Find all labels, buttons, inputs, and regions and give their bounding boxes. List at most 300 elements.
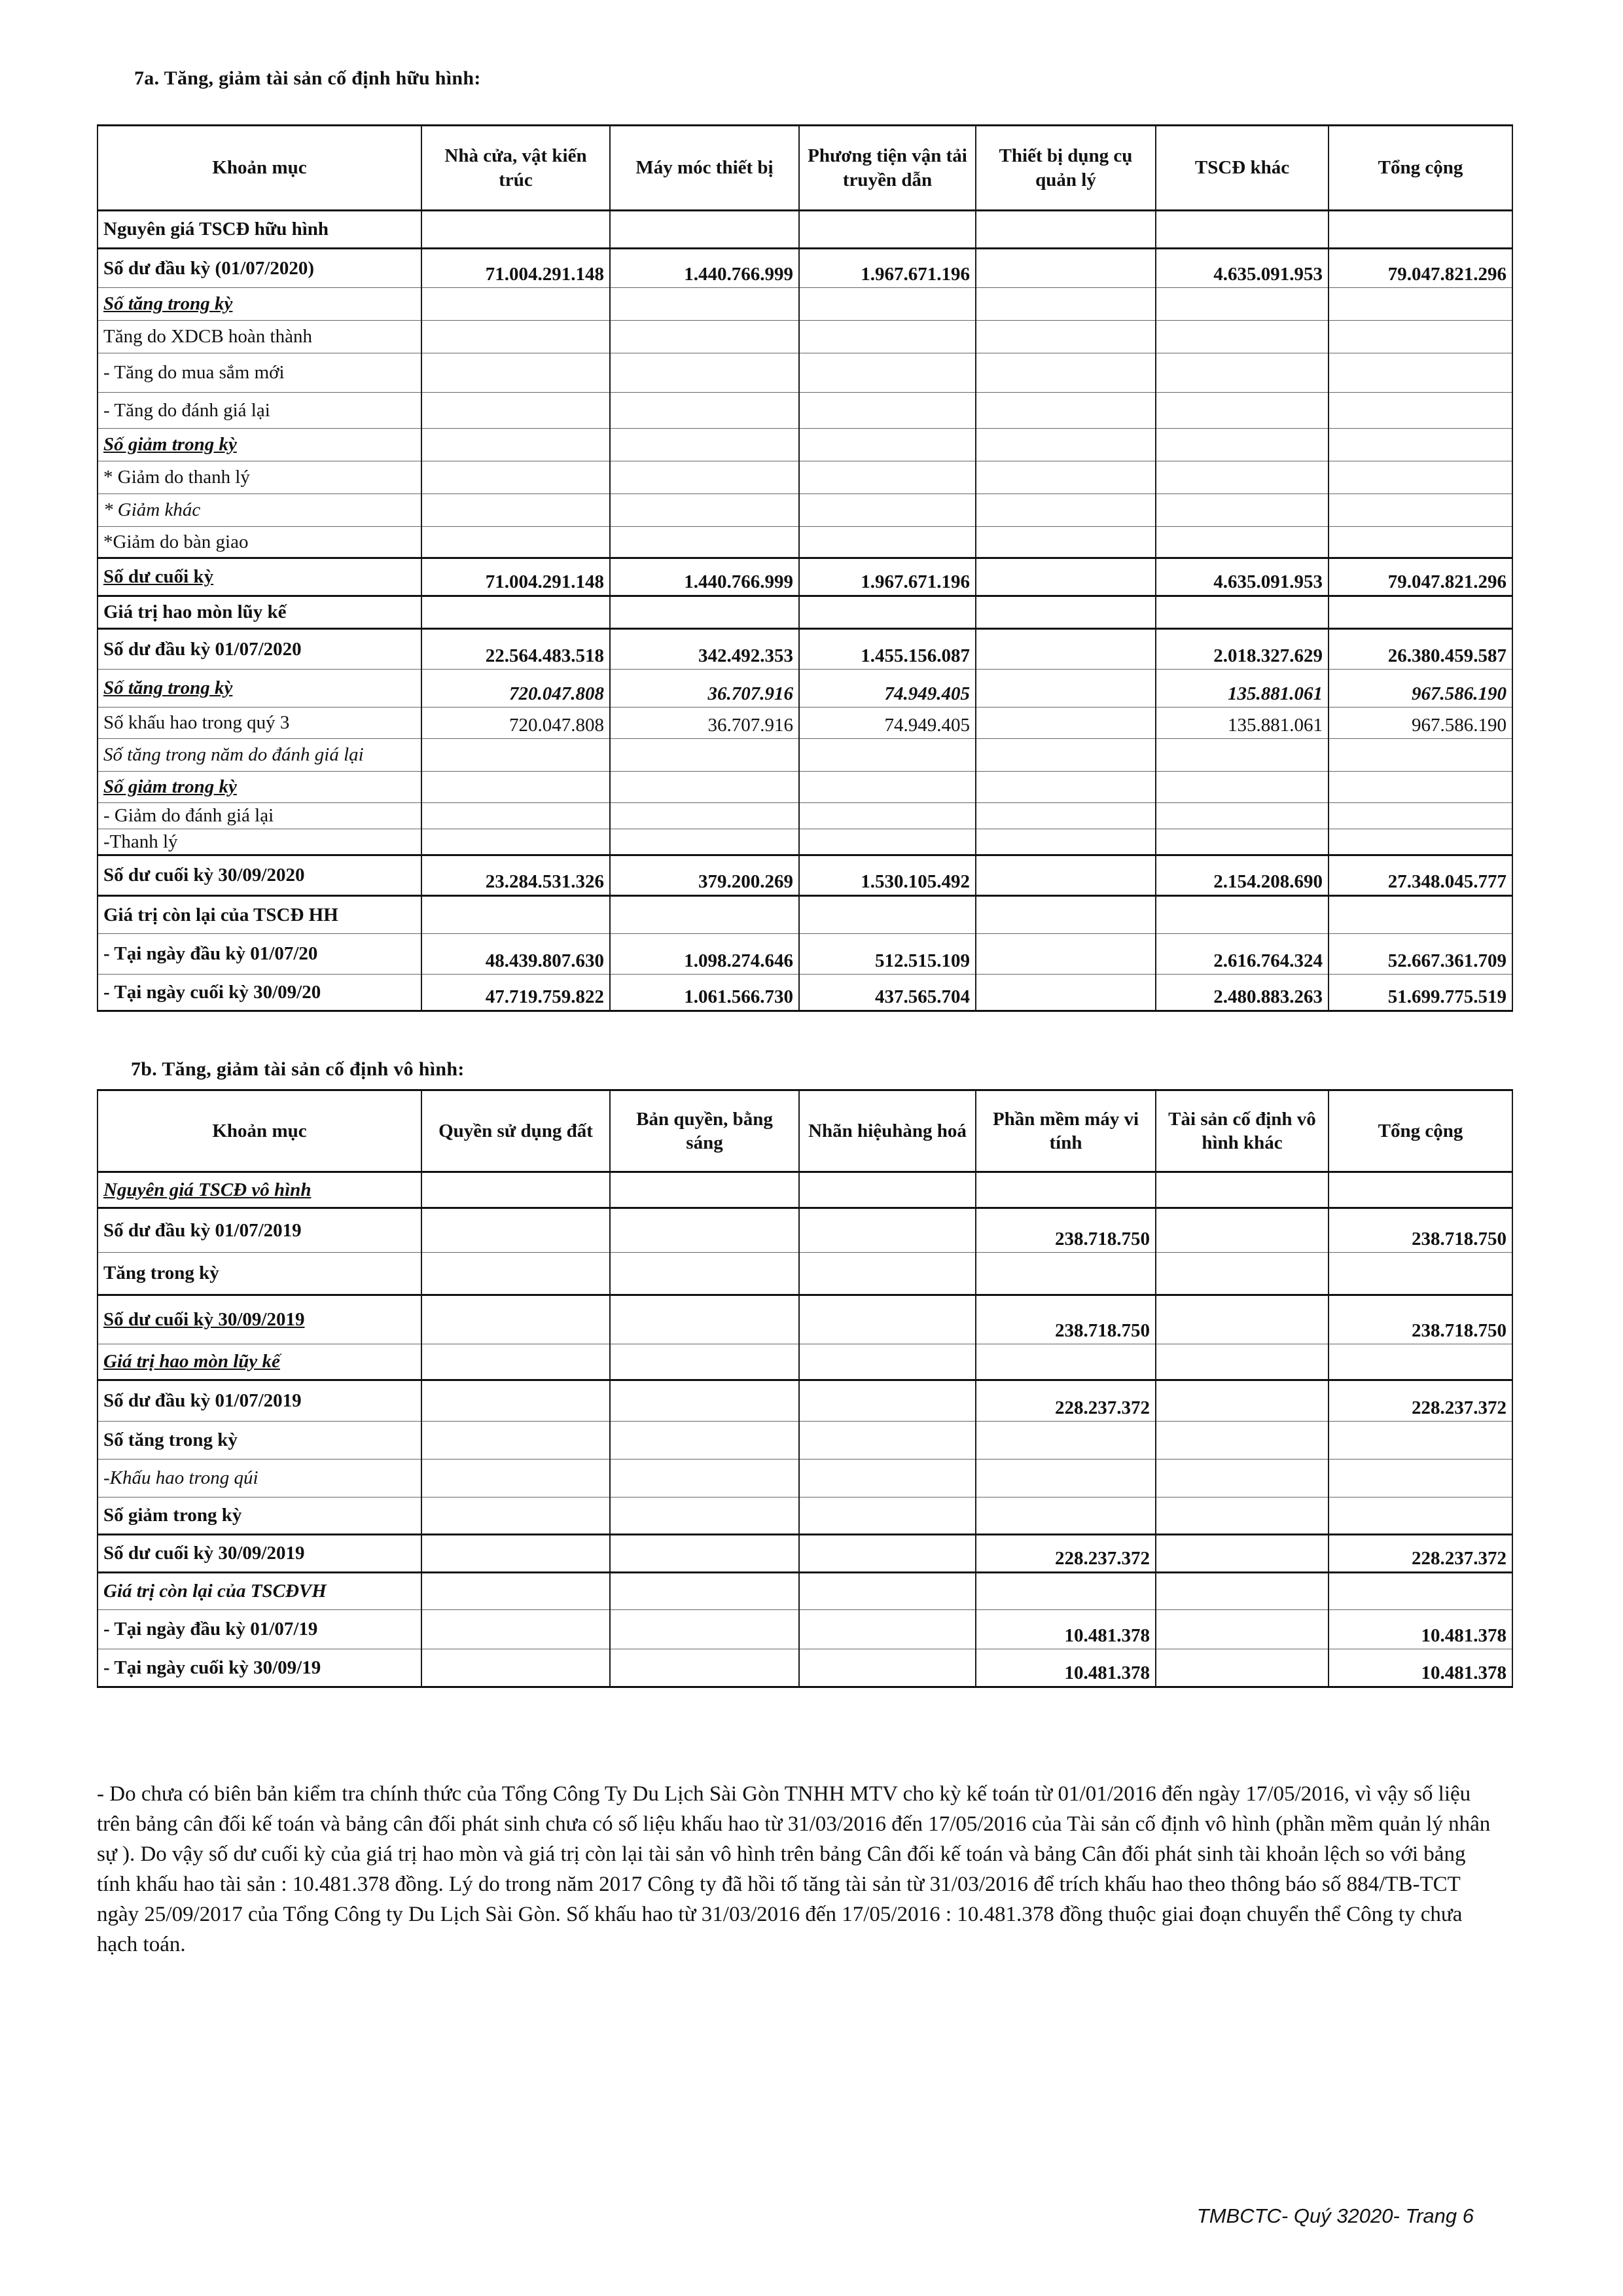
value-cell — [799, 896, 976, 934]
value-cell: 48.439.807.630 — [421, 934, 610, 975]
value-cell — [799, 1344, 976, 1380]
value-cell — [976, 429, 1156, 461]
value-cell: 36.707.916 — [610, 708, 799, 739]
column-header: Phương tiện vận tải truyền dẫn — [799, 126, 976, 211]
row-label: Tăng trong kỳ — [98, 1253, 421, 1295]
value-cell — [799, 494, 976, 527]
value-cell — [421, 739, 610, 772]
value-cell — [976, 855, 1156, 896]
value-cell: 23.284.531.326 — [421, 855, 610, 896]
table-row — [98, 249, 1512, 288]
value-cell: 10.481.378 — [976, 1610, 1156, 1649]
row-label: Số dư đầu kỳ (01/07/2020) — [98, 249, 421, 288]
section-7a-title: 7a. Tăng, giảm tài sản cố định hữu hình: — [134, 67, 481, 89]
row-label: Số tăng trong kỳ — [98, 288, 421, 321]
value-cell — [421, 1295, 610, 1344]
value-cell: 967.586.190 — [1329, 670, 1512, 708]
value-cell — [976, 896, 1156, 934]
value-cell — [799, 1172, 976, 1208]
value-cell — [976, 1422, 1156, 1460]
table-row — [98, 1208, 1512, 1253]
value-cell — [976, 772, 1156, 803]
value-cell — [1156, 1460, 1329, 1498]
column-header: Khoản mục — [98, 1090, 421, 1172]
value-cell: 1.440.766.999 — [610, 249, 799, 288]
value-cell: 1.440.766.999 — [610, 558, 799, 596]
value-cell — [421, 211, 610, 249]
column-header: Tài sản cố định vô hình khác — [1156, 1090, 1329, 1172]
row-label: Số dư cuối kỳ 30/09/2019 — [98, 1535, 421, 1573]
value-cell — [610, 1460, 799, 1498]
value-cell — [421, 1498, 610, 1535]
table-row — [98, 1380, 1512, 1422]
table-row — [98, 527, 1512, 558]
value-cell — [799, 353, 976, 393]
value-cell — [610, 896, 799, 934]
value-cell — [976, 1573, 1156, 1610]
value-cell — [799, 461, 976, 494]
value-cell — [799, 288, 976, 321]
table-row — [98, 670, 1512, 708]
row-label: Số tăng trong năm do đánh giá lại — [98, 739, 421, 772]
value-cell — [1329, 1253, 1512, 1295]
row-label: Số tăng trong kỳ — [98, 670, 421, 708]
value-cell — [1156, 211, 1329, 249]
value-cell — [976, 934, 1156, 975]
value-cell — [1329, 321, 1512, 353]
value-cell — [421, 1172, 610, 1208]
value-cell: 379.200.269 — [610, 855, 799, 896]
value-cell — [976, 596, 1156, 629]
value-cell — [1156, 1253, 1329, 1295]
value-cell — [976, 211, 1156, 249]
table-row — [98, 829, 1512, 855]
value-cell — [610, 1573, 799, 1610]
value-cell — [421, 353, 610, 393]
column-header: Nhãn hiệuhàng hoá — [799, 1090, 976, 1172]
page-footer: TMBCTC- Quý 32020- Trang 6 — [1196, 2204, 1474, 2227]
value-cell — [976, 1460, 1156, 1498]
column-header: Khoản mục — [98, 126, 421, 211]
fixed-assets-tangible-table — [97, 124, 1513, 1012]
value-cell — [1156, 772, 1329, 803]
column-header: Phần mềm máy vi tính — [976, 1090, 1156, 1172]
value-cell — [1156, 596, 1329, 629]
value-cell — [421, 1344, 610, 1380]
value-cell — [610, 772, 799, 803]
row-label: - Tăng do đánh giá lại — [98, 393, 421, 429]
table-row — [98, 975, 1512, 1011]
value-cell — [1156, 494, 1329, 527]
value-cell: 26.380.459.587 — [1329, 629, 1512, 670]
value-cell — [1156, 353, 1329, 393]
value-cell — [1329, 429, 1512, 461]
table-row — [98, 1573, 1512, 1610]
value-cell — [610, 321, 799, 353]
value-cell: 228.237.372 — [976, 1535, 1156, 1573]
value-cell — [421, 1535, 610, 1573]
value-cell: 720.047.808 — [421, 708, 610, 739]
table-7a-body — [98, 211, 1512, 1011]
column-header: Tổng cộng — [1329, 126, 1512, 211]
value-cell: 2.154.208.690 — [1156, 855, 1329, 896]
value-cell — [1329, 461, 1512, 494]
value-cell — [421, 896, 610, 934]
value-cell — [1156, 1535, 1329, 1573]
row-label: Số dư đầu kỳ 01/07/2020 — [98, 629, 421, 670]
value-cell — [610, 353, 799, 393]
value-cell: 10.481.378 — [1329, 1649, 1512, 1687]
value-cell — [421, 1422, 610, 1460]
table-row — [98, 1610, 1512, 1649]
value-cell — [421, 321, 610, 353]
value-cell — [1329, 393, 1512, 429]
row-label: - Tại ngày cuối kỳ 30/09/19 — [98, 1649, 421, 1687]
value-cell: 1.967.671.196 — [799, 558, 976, 596]
row-label: Số dư đầu kỳ 01/07/2019 — [98, 1208, 421, 1253]
table-7a-header-row — [98, 126, 1512, 211]
value-cell — [421, 1610, 610, 1649]
row-label: Nguyên giá TSCĐ vô hình — [98, 1172, 421, 1208]
fixed-assets-intangible-table — [97, 1089, 1513, 1688]
value-cell — [799, 211, 976, 249]
value-cell: 135.881.061 — [1156, 670, 1329, 708]
table-row — [98, 288, 1512, 321]
value-cell — [421, 772, 610, 803]
value-cell — [610, 596, 799, 629]
value-cell — [799, 1610, 976, 1649]
value-cell: 79.047.821.296 — [1329, 249, 1512, 288]
table-row — [98, 1295, 1512, 1344]
value-cell — [799, 1535, 976, 1573]
table-row — [98, 803, 1512, 829]
value-cell — [610, 1344, 799, 1380]
table-row — [98, 211, 1512, 249]
value-cell — [1156, 1422, 1329, 1460]
value-cell — [1156, 1573, 1329, 1610]
value-cell — [799, 1460, 976, 1498]
value-cell — [421, 393, 610, 429]
value-cell — [610, 829, 799, 855]
value-cell: 437.565.704 — [799, 975, 976, 1011]
value-cell — [799, 1573, 976, 1610]
value-cell: 228.237.372 — [1329, 1535, 1512, 1573]
value-cell — [799, 829, 976, 855]
value-cell — [799, 772, 976, 803]
value-cell — [610, 527, 799, 558]
table-row — [98, 429, 1512, 461]
value-cell: 4.635.091.953 — [1156, 558, 1329, 596]
value-cell: 238.718.750 — [1329, 1208, 1512, 1253]
value-cell — [976, 527, 1156, 558]
row-label: Số dư cuối kỳ 30/09/2019 — [98, 1295, 421, 1344]
value-cell — [1156, 1172, 1329, 1208]
row-label: - Giảm do đánh giá lại — [98, 803, 421, 829]
value-cell: 1.098.274.646 — [610, 934, 799, 975]
value-cell — [1156, 896, 1329, 934]
value-cell — [610, 1535, 799, 1573]
value-cell — [421, 803, 610, 829]
row-label: - Tại ngày đầu kỳ 01/07/20 — [98, 934, 421, 975]
value-cell — [976, 829, 1156, 855]
value-cell: 74.949.405 — [799, 670, 976, 708]
table-row — [98, 1172, 1512, 1208]
value-cell — [610, 803, 799, 829]
value-cell — [1329, 1460, 1512, 1498]
value-cell — [976, 393, 1156, 429]
value-cell — [1156, 461, 1329, 494]
value-cell — [799, 803, 976, 829]
value-cell — [610, 1208, 799, 1253]
value-cell — [976, 1253, 1156, 1295]
value-cell: 342.492.353 — [610, 629, 799, 670]
value-cell — [421, 429, 610, 461]
value-cell — [1156, 1208, 1329, 1253]
value-cell: 228.237.372 — [976, 1380, 1156, 1422]
value-cell: 36.707.916 — [610, 670, 799, 708]
value-cell: 4.635.091.953 — [1156, 249, 1329, 288]
value-cell — [1329, 211, 1512, 249]
row-label: * Giảm do thanh lý — [98, 461, 421, 494]
value-cell — [1156, 739, 1329, 772]
value-cell — [610, 393, 799, 429]
value-cell: 135.881.061 — [1156, 708, 1329, 739]
value-cell — [421, 1208, 610, 1253]
row-label: * Giảm khác — [98, 494, 421, 527]
value-cell — [1329, 494, 1512, 527]
value-cell — [1329, 1573, 1512, 1610]
column-header: Máy móc thiết bị — [610, 126, 799, 211]
value-cell — [799, 1649, 976, 1687]
value-cell — [1156, 1649, 1329, 1687]
value-cell — [799, 1295, 976, 1344]
value-cell — [799, 1253, 976, 1295]
table-row — [98, 934, 1512, 975]
table-row — [98, 708, 1512, 739]
value-cell: 10.481.378 — [976, 1649, 1156, 1687]
value-cell — [421, 1649, 610, 1687]
value-cell — [1156, 829, 1329, 855]
value-cell — [1329, 829, 1512, 855]
value-cell — [421, 1253, 610, 1295]
row-label: Số dư cuối kỳ 30/09/2020 — [98, 855, 421, 896]
value-cell — [1329, 772, 1512, 803]
row-label: Giá trị hao mòn lũy kế — [98, 596, 421, 629]
value-cell — [799, 1208, 976, 1253]
value-cell — [421, 288, 610, 321]
table-row — [98, 855, 1512, 896]
row-label: Giá trị hao mòn lũy kế — [98, 1344, 421, 1380]
value-cell: 1.967.671.196 — [799, 249, 976, 288]
value-cell — [976, 249, 1156, 288]
value-cell — [421, 1573, 610, 1610]
value-cell — [976, 708, 1156, 739]
value-cell — [976, 321, 1156, 353]
value-cell: 79.047.821.296 — [1329, 558, 1512, 596]
value-cell — [421, 527, 610, 558]
value-cell — [976, 975, 1156, 1011]
value-cell — [976, 461, 1156, 494]
value-cell — [799, 429, 976, 461]
value-cell — [976, 353, 1156, 393]
value-cell — [1329, 1422, 1512, 1460]
value-cell — [610, 461, 799, 494]
value-cell: 71.004.291.148 — [421, 558, 610, 596]
value-cell — [799, 1422, 976, 1460]
value-cell — [421, 1460, 610, 1498]
table-row — [98, 896, 1512, 934]
value-cell: 2.616.764.324 — [1156, 934, 1329, 975]
table-7b-body — [98, 1172, 1512, 1687]
value-cell — [976, 1344, 1156, 1380]
value-cell — [976, 803, 1156, 829]
value-cell — [610, 739, 799, 772]
column-header: Tổng cộng — [1329, 1090, 1512, 1172]
value-cell — [610, 211, 799, 249]
value-cell: 967.586.190 — [1329, 708, 1512, 739]
value-cell — [610, 429, 799, 461]
value-cell: 51.699.775.519 — [1329, 975, 1512, 1011]
value-cell: 52.667.361.709 — [1329, 934, 1512, 975]
row-label: Số dư đầu kỳ 01/07/2019 — [98, 1380, 421, 1422]
value-cell — [976, 629, 1156, 670]
row-label: Số giảm trong kỳ — [98, 1498, 421, 1535]
value-cell — [1156, 321, 1329, 353]
table-row — [98, 772, 1512, 803]
value-cell: 27.348.045.777 — [1329, 855, 1512, 896]
value-cell — [610, 1295, 799, 1344]
value-cell — [1156, 288, 1329, 321]
table-row — [98, 1253, 1512, 1295]
row-label: Số dư cuối kỳ — [98, 558, 421, 596]
row-label: Số giảm trong kỳ — [98, 772, 421, 803]
table-7b-header-row — [98, 1090, 1512, 1172]
row-label: Giá trị còn lại của TSCĐVH — [98, 1573, 421, 1610]
table-row — [98, 1422, 1512, 1460]
value-cell — [799, 1380, 976, 1422]
value-cell — [1156, 393, 1329, 429]
value-cell — [976, 739, 1156, 772]
value-cell — [1156, 527, 1329, 558]
value-cell: 228.237.372 — [1329, 1380, 1512, 1422]
section-7b-title: 7b. Tăng, giảm tài sản cố định vô hình: — [131, 1058, 465, 1080]
value-cell — [1156, 1295, 1329, 1344]
value-cell: 238.718.750 — [976, 1208, 1156, 1253]
value-cell — [1156, 1498, 1329, 1535]
value-cell — [799, 1498, 976, 1535]
value-cell — [1329, 739, 1512, 772]
row-label: Số giảm trong kỳ — [98, 429, 421, 461]
table-row — [98, 1535, 1512, 1573]
value-cell — [976, 670, 1156, 708]
column-header: TSCĐ khác — [1156, 126, 1329, 211]
row-label: Giá trị còn lại của TSCĐ HH — [98, 896, 421, 934]
value-cell — [1156, 429, 1329, 461]
table-row — [98, 1498, 1512, 1535]
value-cell: 238.718.750 — [976, 1295, 1156, 1344]
value-cell — [799, 393, 976, 429]
row-label: - Tăng do mua sắm mới — [98, 353, 421, 393]
value-cell: 238.718.750 — [1329, 1295, 1512, 1344]
row-label: Số khấu hao trong quý 3 — [98, 708, 421, 739]
table-row — [98, 461, 1512, 494]
value-cell — [1156, 1344, 1329, 1380]
value-cell — [976, 558, 1156, 596]
value-cell: 1.530.105.492 — [799, 855, 976, 896]
value-cell — [610, 1610, 799, 1649]
row-label: Số tăng trong kỳ — [98, 1422, 421, 1460]
value-cell — [976, 1498, 1156, 1535]
value-cell: 1.455.156.087 — [799, 629, 976, 670]
table-row — [98, 1649, 1512, 1687]
value-cell — [421, 461, 610, 494]
value-cell — [1329, 1344, 1512, 1380]
explanatory-note: - Do chưa có biên bản kiểm tra chính thức của Tổng Công Ty Du Lịch Sài Gòn TNHH MTV cho kỳ kế toán từ 01/01/2016 đến ngày 17/05/2016, vì vậy số liệu trên bảng cân đối kế toán và bảng cân đối phát sinh chưa có số liệu khấu hao từ 31/03/2016 đến 17/05/2016 của Tài sản cố định vô hình (phần mềm quản lý nhân sự ). Do vậy số dư cuối kỳ của giá trị hao mòn và giá trị còn lại tài sản vô hình trên bảng Cân đối kế toán và bảng Cân đối phát sinh tài khoản lệch so với bảng tính khấu hao tài sản : 10.481.378 đồng. Lý do trong năm 2017 Công ty đã hồi tố tăng tài sản từ 31/03/2016 để trích khấu hao theo thông báo số 884/TB-TCT ngày 25/09/2017 của Tổng Công ty Du Lịch Sài Gòn. Số khấu hao từ 31/03/2016 đến 17/05/2016 : 10.481.378 đồng thuộc giai đoạn chuyển thể Công ty chưa hạch toán. — [97, 1782, 1491, 1956]
value-cell — [610, 494, 799, 527]
column-header: Bản quyền, bằng sáng — [610, 1090, 799, 1172]
value-cell — [421, 1380, 610, 1422]
value-cell — [1329, 527, 1512, 558]
row-label: -Thanh lý — [98, 829, 421, 855]
value-cell: 71.004.291.148 — [421, 249, 610, 288]
value-cell: 2.480.883.263 — [1156, 975, 1329, 1011]
column-header: Thiết bị dụng cụ quản lý — [976, 126, 1156, 211]
row-label: - Tại ngày cuối kỳ 30/09/20 — [98, 975, 421, 1011]
value-cell: 512.515.109 — [799, 934, 976, 975]
value-cell — [610, 1253, 799, 1295]
value-cell — [421, 596, 610, 629]
value-cell — [1329, 1172, 1512, 1208]
value-cell: 1.061.566.730 — [610, 975, 799, 1011]
value-cell — [1329, 896, 1512, 934]
value-cell: 74.949.405 — [799, 708, 976, 739]
value-cell — [1329, 288, 1512, 321]
table-row — [98, 353, 1512, 393]
row-label: Nguyên giá TSCĐ hữu hình — [98, 211, 421, 249]
row-label: -Khấu hao trong qúi — [98, 1460, 421, 1498]
value-cell: 47.719.759.822 — [421, 975, 610, 1011]
table-row — [98, 558, 1512, 596]
value-cell: 10.481.378 — [1329, 1610, 1512, 1649]
value-cell — [976, 288, 1156, 321]
column-header: Nhà cửa, vật kiến trúc — [421, 126, 610, 211]
table-row — [98, 596, 1512, 629]
value-cell — [421, 829, 610, 855]
value-cell — [1329, 353, 1512, 393]
value-cell — [1329, 803, 1512, 829]
value-cell — [610, 1380, 799, 1422]
value-cell — [799, 739, 976, 772]
row-label: *Giảm do bàn giao — [98, 527, 421, 558]
table-row — [98, 739, 1512, 772]
value-cell: 2.018.327.629 — [1156, 629, 1329, 670]
value-cell — [421, 494, 610, 527]
value-cell — [610, 1422, 799, 1460]
value-cell — [1156, 1610, 1329, 1649]
value-cell — [610, 1498, 799, 1535]
table-row — [98, 629, 1512, 670]
table-row — [98, 494, 1512, 527]
table-row — [98, 1344, 1512, 1380]
value-cell: 720.047.808 — [421, 670, 610, 708]
value-cell — [610, 1172, 799, 1208]
column-header: Quyền sử dụng đất — [421, 1090, 610, 1172]
value-cell — [1329, 1498, 1512, 1535]
value-cell: 22.564.483.518 — [421, 629, 610, 670]
value-cell — [799, 527, 976, 558]
table-row — [98, 321, 1512, 353]
value-cell — [610, 1649, 799, 1687]
